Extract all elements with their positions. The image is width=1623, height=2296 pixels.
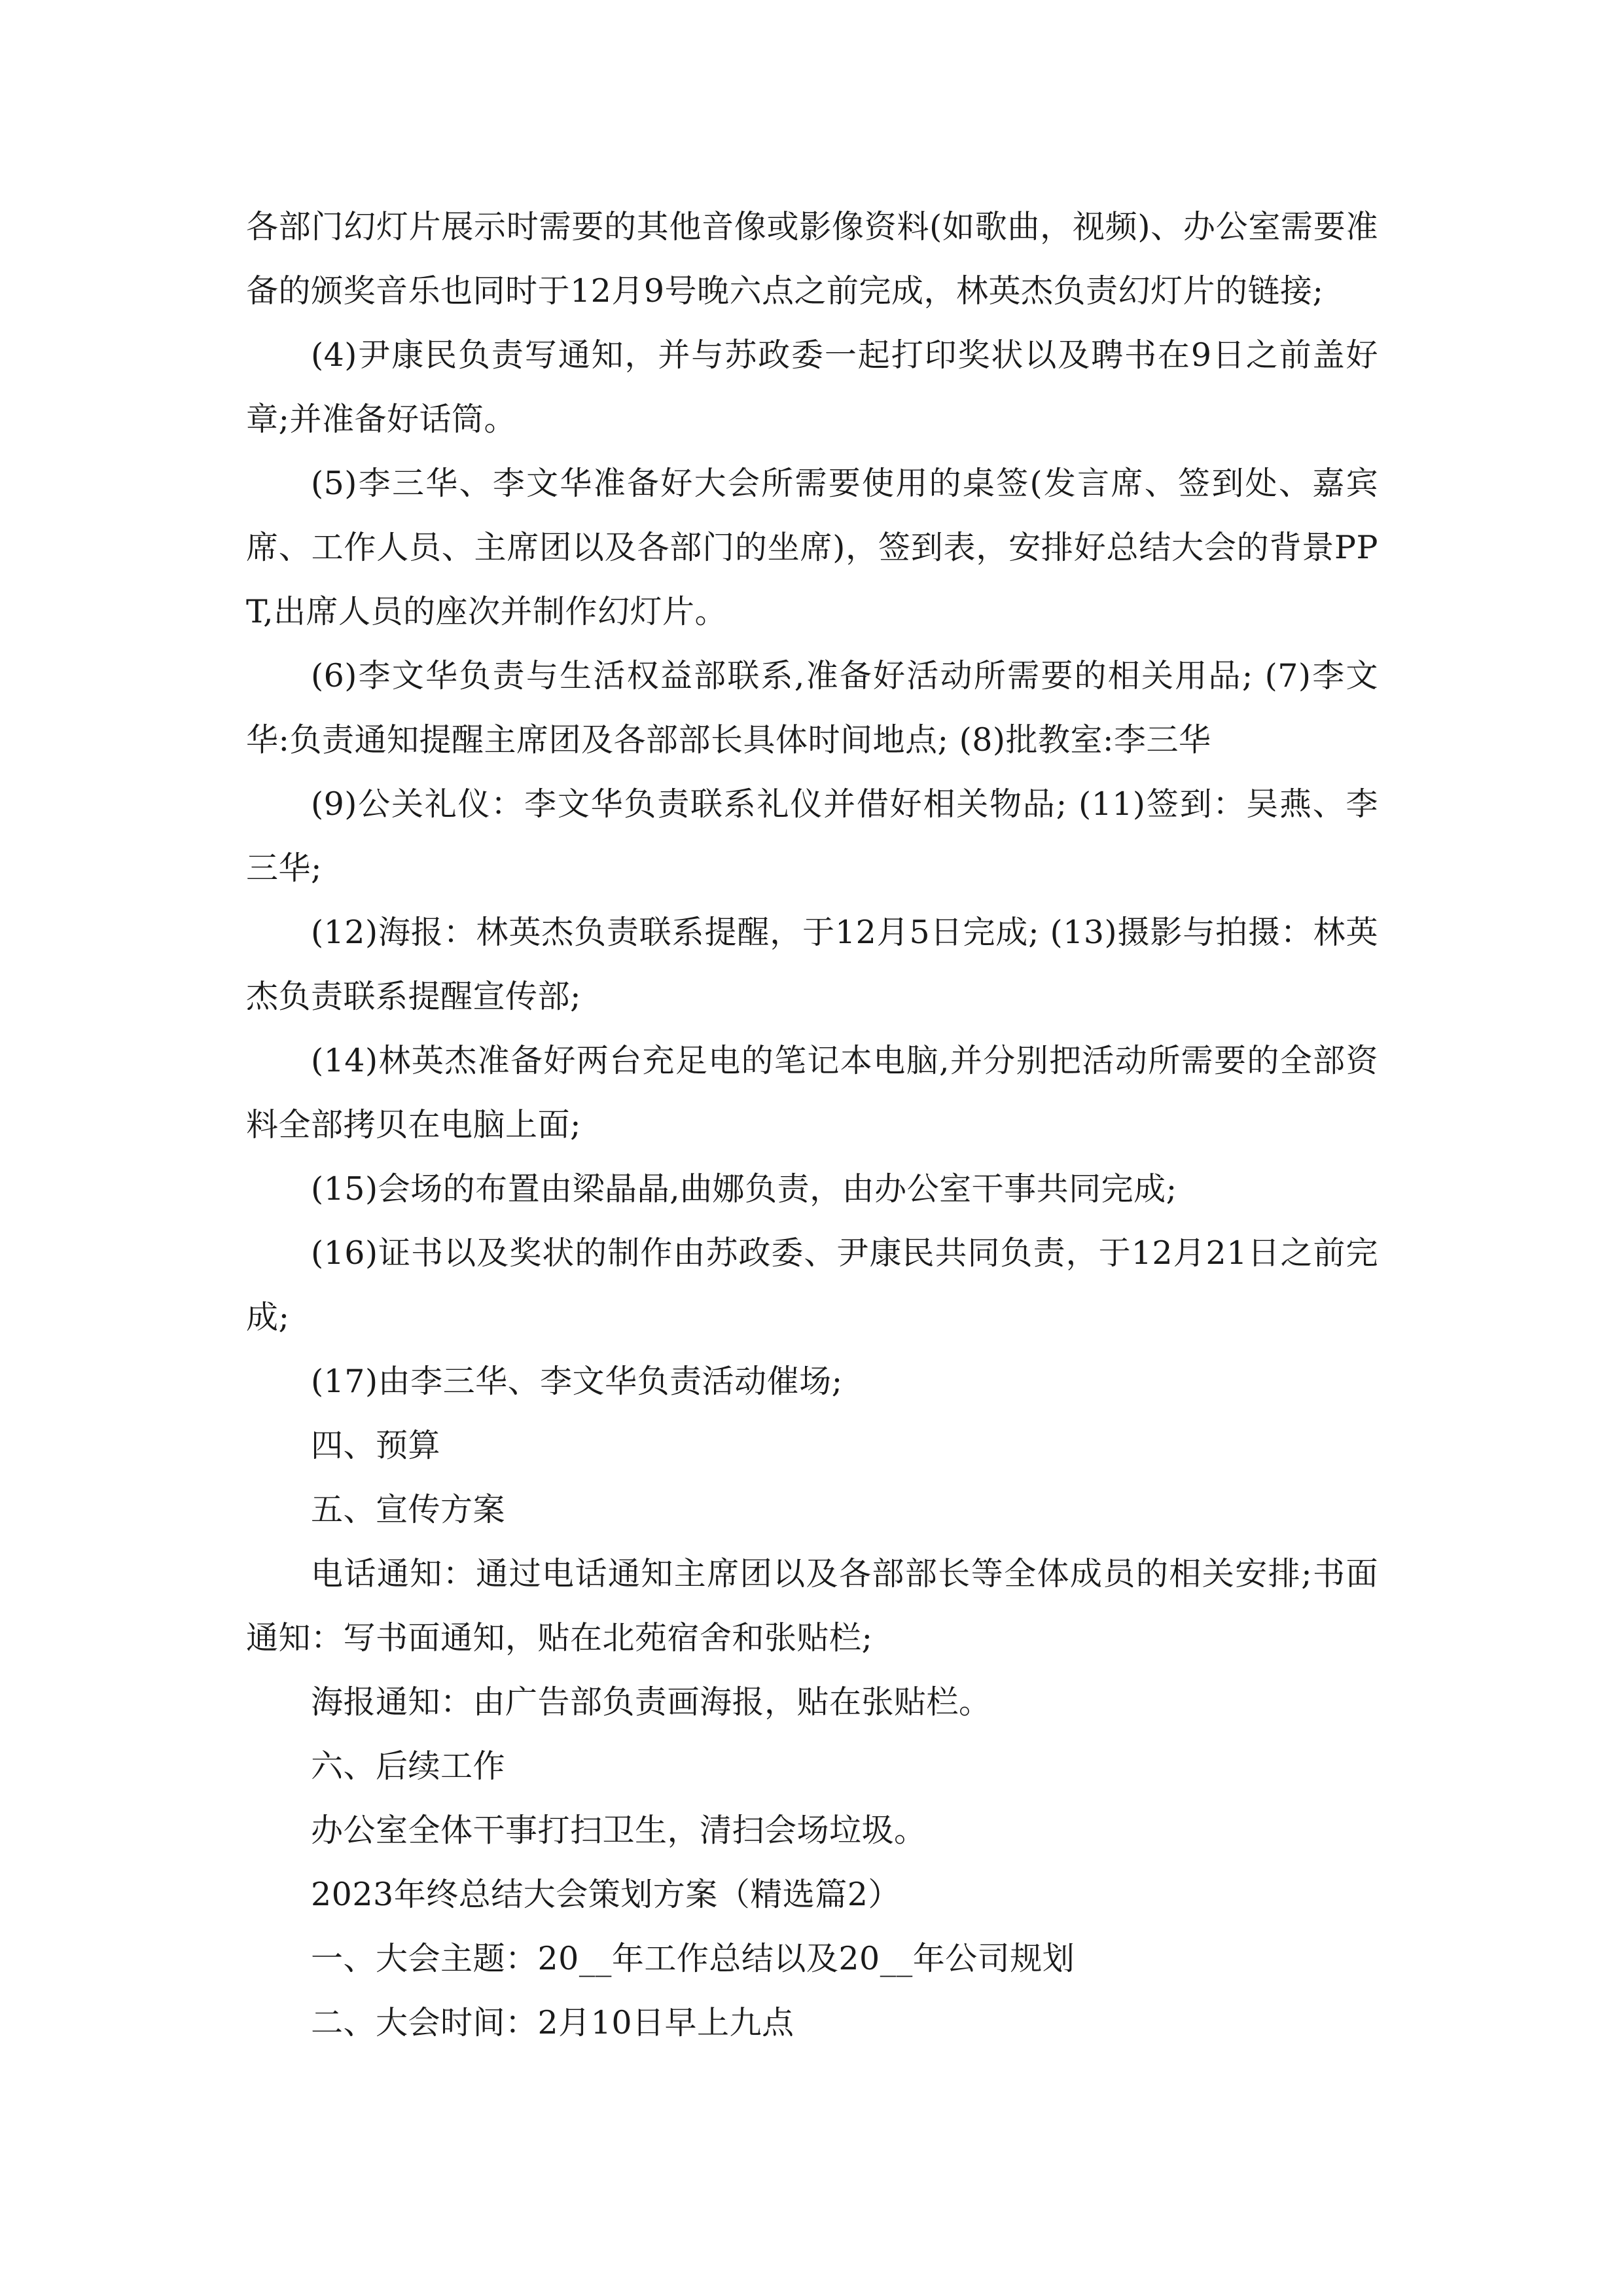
paragraph-poster-notice: 海报通知：由广告部负责画海报，贴在张贴栏。 [311,1683,991,1721]
section-heading-budget: 四、预算 [311,1427,441,1464]
paragraph-4: (6)李文华负责与生活权益部联系,准备好活动所需要的相关用品; (7)李文华:负责通知提醒主席团及各部部长具体时间地点; (8)批教室:李三华 [246,657,1378,759]
paragraph-8: (15)会场的布置由梁晶晶,曲娜负责，由办公室干事共同完成; [311,1170,1177,1208]
paragraph-phone-notice: 电话通知：通过电话通知主席团以及各部部长等全体成员的相关安排;书面通知：写书面通知，贴在北苑宿舍和张贴栏; [246,1555,1378,1657]
meeting-theme: 一、大会主题：20__年工作总结以及20__年公司规划 [311,1940,1075,1977]
section-heading-followup: 六、后续工作 [311,1748,506,1785]
meeting-time: 二、大会时间：2月10日早上九点 [311,2004,794,2041]
paragraph-5: (9)公关礼仪：李文华负责联系礼仪并借好相关物品; (11)签到：吴燕、李三华; [246,785,1378,887]
document-body [246,195,1378,2055]
paragraph-3: (5)李三华、李文华准备好大会所需要使用的桌签(发言席、签到处、嘉宾席、工作人员、主席团以及各部门的坐席)，签到表，安排好总结大会的背景PPT,出席人员的座次并制作幻灯片。 [246,465,1378,630]
plan-title: 2023年终总结大会策划方案（精选篇2） [311,1876,901,1913]
paragraph-10: (17)由李三华、李文华负责活动催场; [311,1363,843,1400]
paragraph-2: (4)尹康民负责写通知，并与苏政委一起打印奖状以及聘书在9日之前盖好章;并准备好话筒。 [246,336,1378,438]
section-heading-publicity: 五、宣传方案 [311,1491,506,1528]
paragraph-cleanup: 办公室全体干事打扫卫生，清扫会场垃圾。 [311,1812,927,1849]
paragraph-1: 各部门幻灯片展示时需要的其他音像或影像资料(如歌曲，视频)、办公室需要准备的颁奖音乐也同时于12月9号晚六点之前完成，林英杰负责幻灯片的链接; [246,208,1379,310]
paragraph-9: (16)证书以及奖状的制作由苏政委、尹康民共同负责，于12月21日之前完成; [246,1234,1378,1336]
paragraph-6: (12)海报：林英杰负责联系提醒，于12月5日完成; (13)摄影与拍摄：林英杰负责联系提醒宣传部; [246,914,1378,1015]
paragraph-7: (14)林英杰准备好两台充足电的笔记本电脑,并分别把活动所需要的全部资料全部拷贝在电脑上面; [246,1042,1378,1143]
